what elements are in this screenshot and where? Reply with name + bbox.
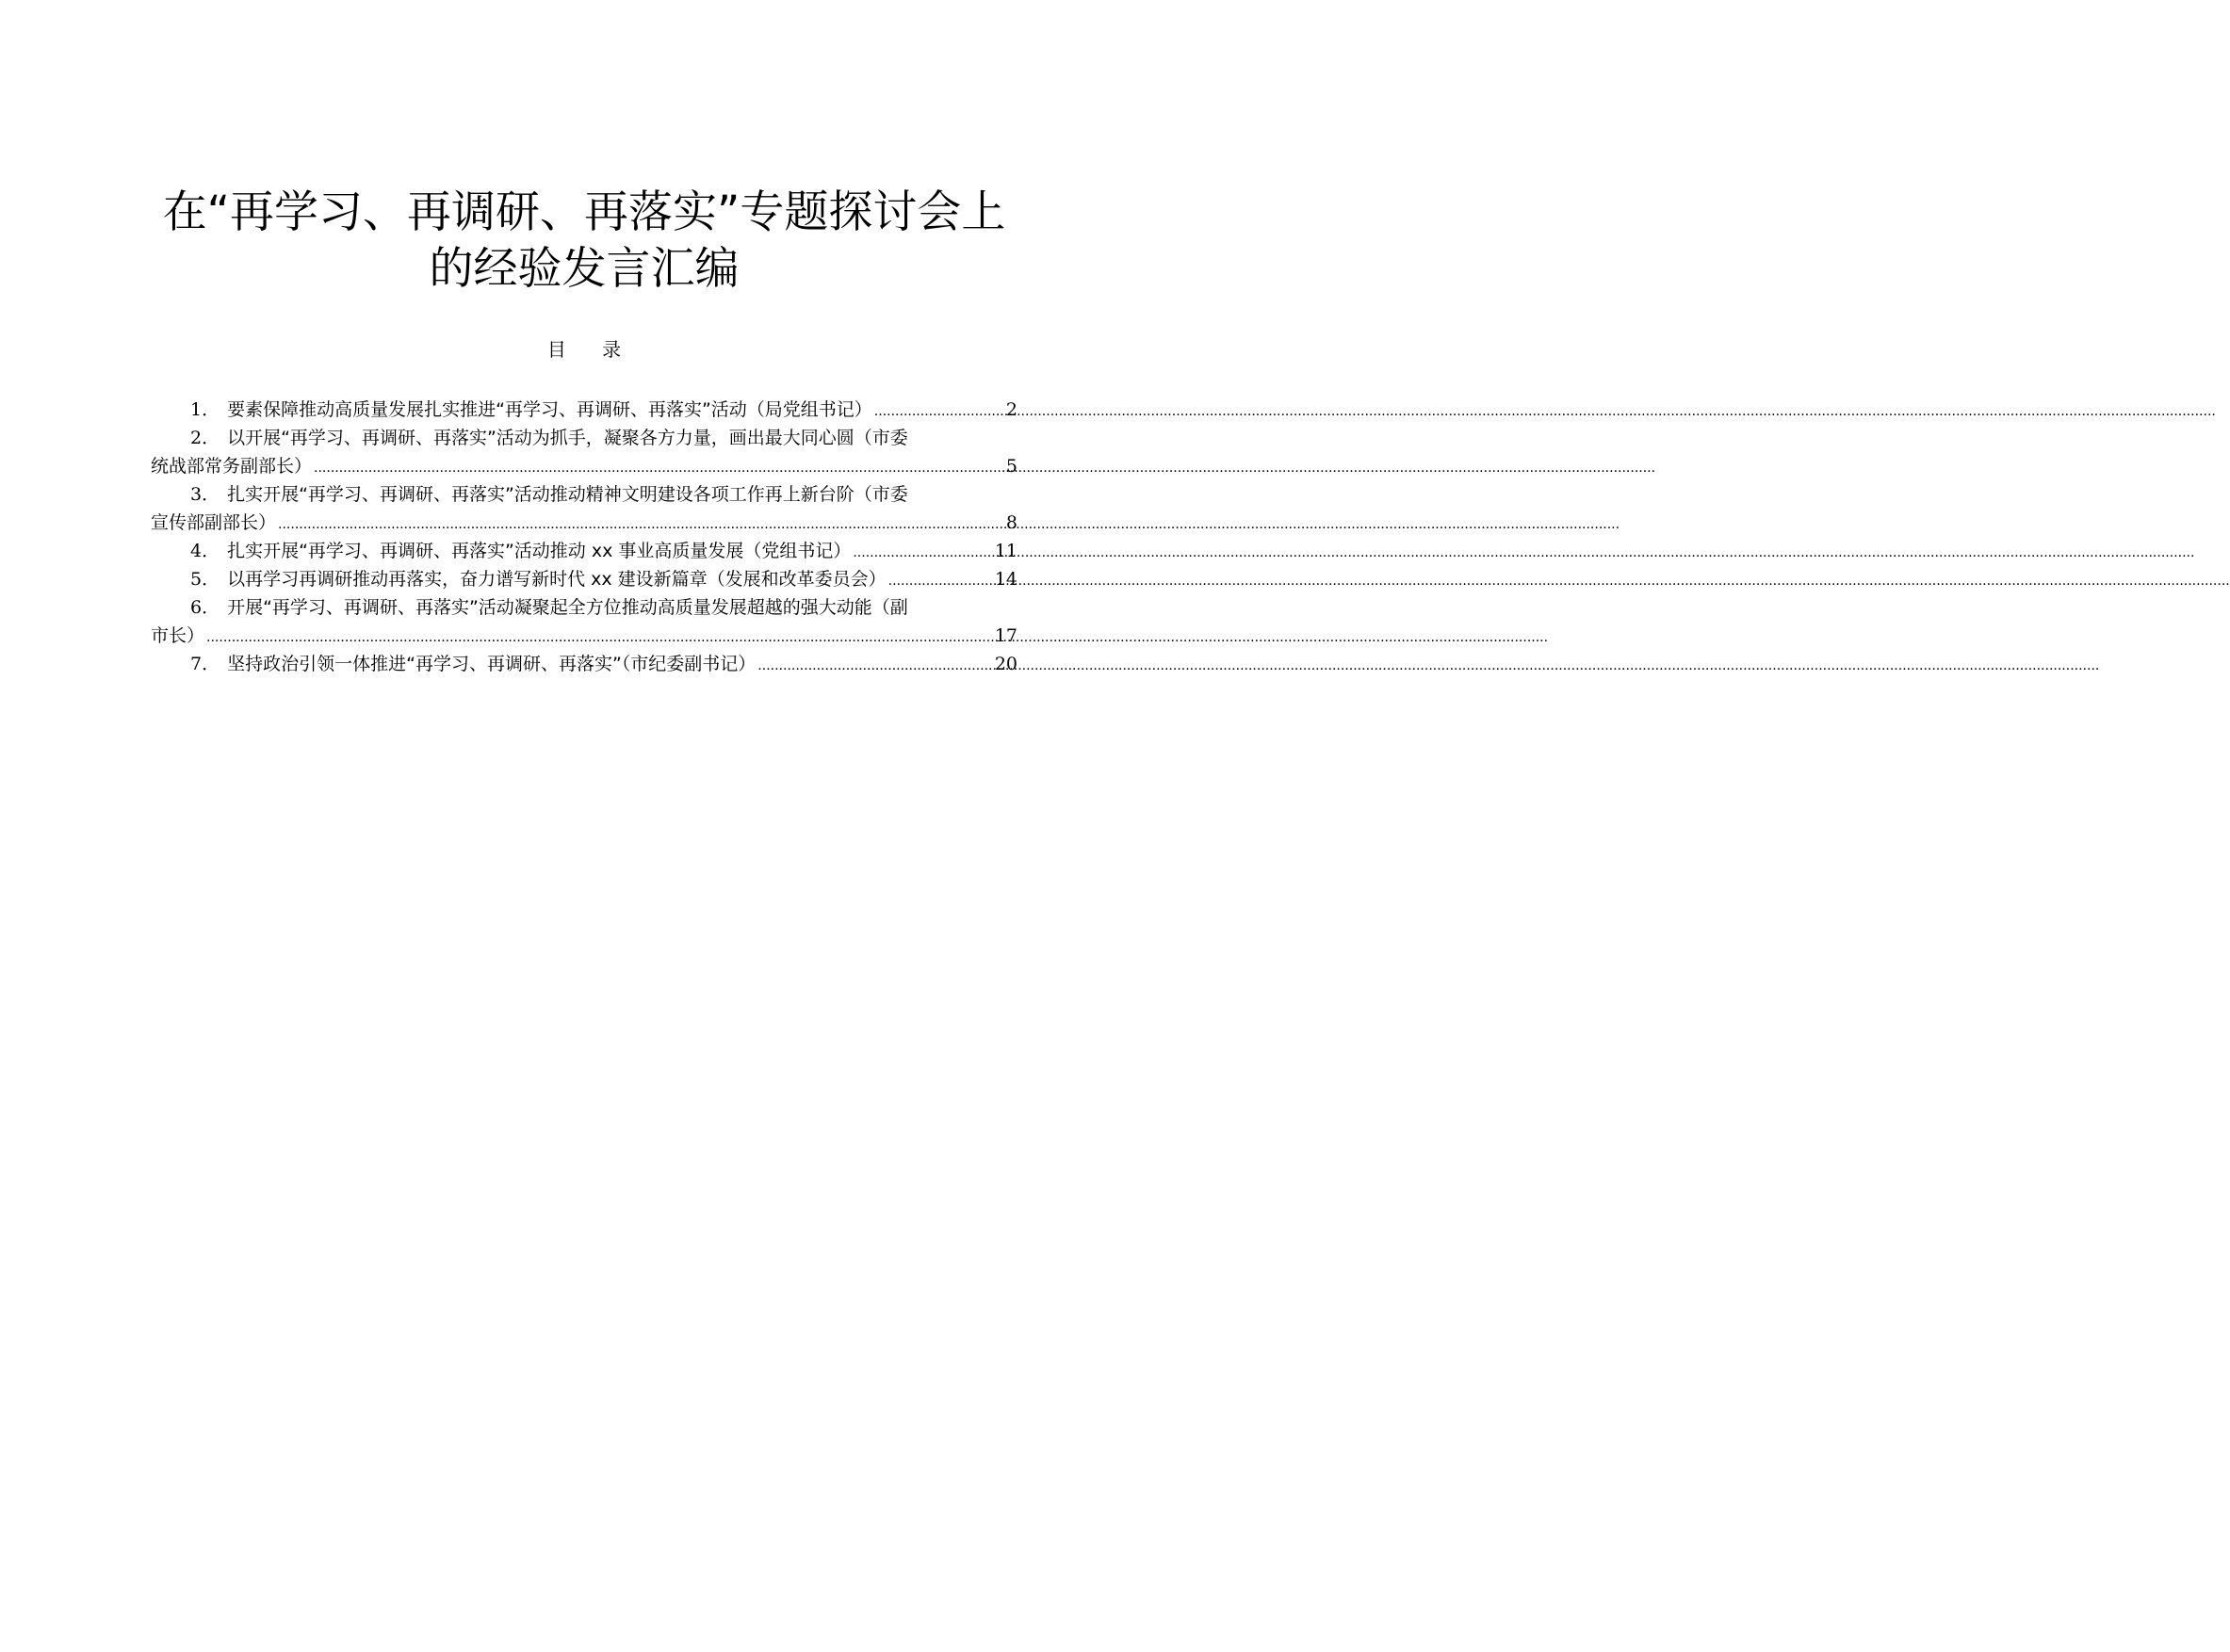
table-of-contents xyxy=(151,396,1017,678)
toc-entry-number: 7． xyxy=(190,654,220,674)
toc-entry-number: 5． xyxy=(190,569,220,590)
document-title xyxy=(141,185,1027,298)
toc-entry-title: 扎实开展“再学习、再调研、再落实”活动推动精神文明建设各项工作再上新台阶（市委 xyxy=(227,484,908,505)
dot-leader xyxy=(206,624,993,652)
toc-entry-number: 3． xyxy=(190,484,220,505)
toc-entry-1[interactable] xyxy=(151,396,1017,424)
dot-leader xyxy=(853,539,992,567)
toc-entry-title-continued: 统战部常务副部长） xyxy=(151,456,313,477)
dot-leader xyxy=(888,567,993,595)
toc-entry-page-number: 11 xyxy=(994,541,1017,561)
document-title-line-2: 的经验发言汇编 xyxy=(429,243,740,295)
toc-entry-title-continued: 宣传部副部长） xyxy=(151,512,277,533)
toc-entry-number: 1． xyxy=(190,399,220,420)
dot-leader xyxy=(874,397,1004,426)
dot-leader xyxy=(278,510,1004,539)
toc-entry-title: 要素保障推动高质量发展扎实推进“再学习、再调研、再落实”活动（局党组书记） xyxy=(227,399,872,420)
toc-entry-number: 6． xyxy=(190,597,220,618)
toc-heading: 目 录 xyxy=(546,338,637,361)
toc-entry-page-number: 17 xyxy=(994,625,1017,646)
toc-entry-3[interactable] xyxy=(151,480,1017,537)
document-title-line-1: 在“再学习、再调研、再落实”专题探讨会上 xyxy=(162,186,1006,238)
toc-entry-title: 以开展“再学习、再调研、再落实”活动为抓手，凝聚各方力量，画出最大同心圆（市委 xyxy=(227,428,908,448)
toc-entry-7[interactable] xyxy=(151,650,1017,678)
toc-entry-number: 2． xyxy=(190,428,220,448)
toc-entry-page-number: 2 xyxy=(1005,399,1017,420)
toc-entry-number: 4． xyxy=(190,541,220,561)
toc-entry-page-number: 20 xyxy=(994,654,1017,674)
toc-entry-6[interactable] xyxy=(151,593,1017,650)
toc-entry-page-number: 14 xyxy=(994,569,1017,590)
toc-entry-page-number: 5 xyxy=(1005,456,1017,477)
toc-entry-title-continued: 市长） xyxy=(151,625,205,646)
toc-entry-title: 以再学习再调研推动再落实，奋力谱写新时代 xx 建设新篇章（发展和改革委员会） xyxy=(227,569,887,590)
toc-entry-title: 扎实开展“再学习、再调研、再落实”活动推动 xx 事业高质量发展（党组书记） xyxy=(227,541,852,561)
toc-entry-title: 开展“再学习、再调研、再落实”活动凝聚起全方位推动高质量发展超越的强大动能（副 xyxy=(227,597,908,618)
dot-leader xyxy=(314,454,1004,482)
toc-entry-5[interactable] xyxy=(151,565,1017,593)
toc-entry-4[interactable] xyxy=(151,537,1017,565)
toc-entry-page-number: 8 xyxy=(1005,512,1017,533)
toc-entry-2[interactable] xyxy=(151,424,1017,480)
toc-entry-title: 坚持政治引领一体推进“再学习、再调研、再落实”（市纪委副书记） xyxy=(227,654,757,674)
dot-leader xyxy=(757,652,993,680)
